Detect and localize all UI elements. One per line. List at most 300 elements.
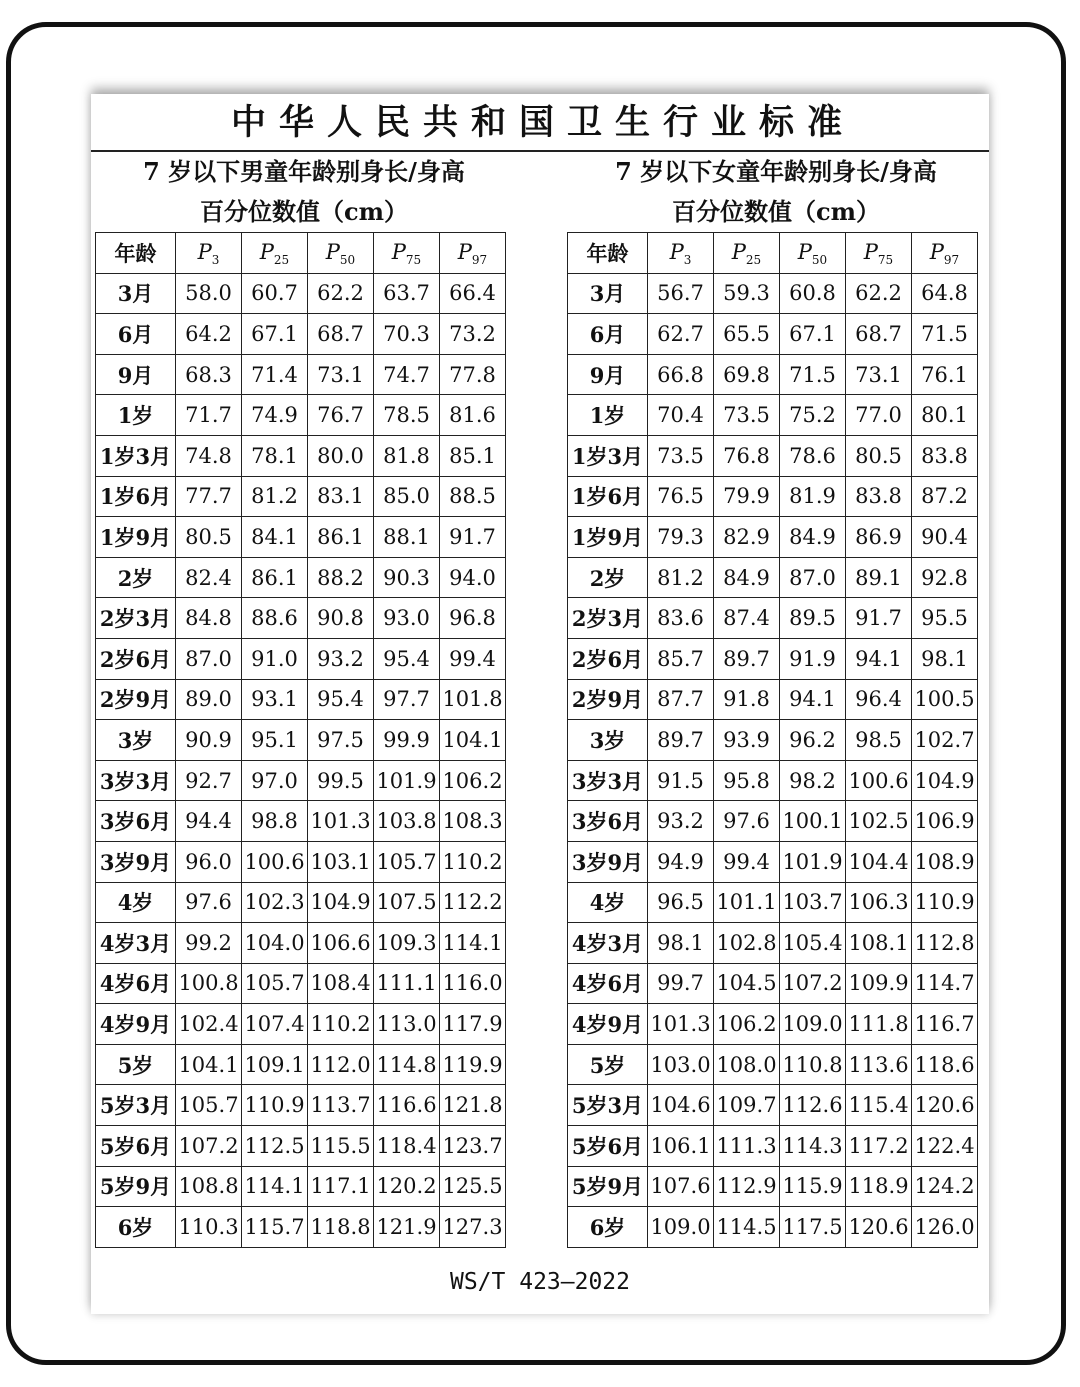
percentile-value-cell: 127.3 — [440, 1207, 506, 1248]
girls-table-title — [567, 152, 985, 232]
standard-code: WS/T 423—2022 — [449, 1269, 630, 1295]
percentile-value-cell: 96.0 — [176, 841, 242, 882]
girls-title-line1: 7 岁以下女童年龄别身长/身高 — [615, 157, 937, 186]
percentile-value-cell: 114.3 — [780, 1126, 846, 1167]
percentile-value-cell: 74.9 — [242, 395, 308, 436]
percentile-value-cell: 125.5 — [440, 1166, 506, 1207]
percentile-value-cell: 96.8 — [440, 598, 506, 639]
percentile-value-cell: 76.8 — [714, 435, 780, 476]
percentile-value-cell: 113.7 — [308, 1085, 374, 1126]
percentile-value-cell: 67.1 — [242, 314, 308, 355]
percentile-value-cell: 114.8 — [374, 1044, 440, 1085]
percentile-value-cell: 96.4 — [846, 679, 912, 720]
percentile-value-cell: 106.1 — [648, 1126, 714, 1167]
percentile-value-cell: 70.4 — [648, 395, 714, 436]
percentile-value-cell: 87.7 — [648, 679, 714, 720]
percentile-value-cell: 79.3 — [648, 517, 714, 558]
percentile-value-cell: 112.9 — [714, 1166, 780, 1207]
percentile-value-cell: 97.0 — [242, 760, 308, 801]
percentile-value-cell: 99.7 — [648, 963, 714, 1004]
percentile-value-cell: 90.8 — [308, 598, 374, 639]
age-cell: 1岁9月 — [96, 517, 176, 558]
percentile-value-cell: 66.4 — [440, 273, 506, 314]
percentile-value-cell: 121.8 — [440, 1085, 506, 1126]
percentile-value-cell: 117.1 — [308, 1166, 374, 1207]
percentile-value-cell: 112.0 — [308, 1044, 374, 1085]
percentile-value-cell: 106.2 — [714, 1004, 780, 1045]
percentile-value-cell: 106.3 — [846, 882, 912, 923]
percentile-value-cell: 114.1 — [440, 923, 506, 964]
table-row — [568, 476, 978, 517]
age-cell: 1岁9月 — [568, 517, 648, 558]
percentile-value-cell: 115.4 — [846, 1085, 912, 1126]
percentile-value-cell: 62.2 — [846, 273, 912, 314]
age-cell: 3岁6月 — [96, 801, 176, 842]
table-row — [96, 801, 506, 842]
table-row — [568, 760, 978, 801]
percentile-value-cell: 114.5 — [714, 1207, 780, 1248]
table-row — [96, 679, 506, 720]
table-row — [96, 760, 506, 801]
percentile-value-cell: 99.4 — [440, 638, 506, 679]
percentile-value-cell: 90.3 — [374, 557, 440, 598]
p97-header: $P_{97}$ — [912, 233, 978, 274]
document-title: 中华人民共和国卫生行业标准 — [230, 102, 855, 143]
percentile-value-cell: 73.2 — [440, 314, 506, 355]
age-cell: 4岁6月 — [568, 963, 648, 1004]
percentile-value-cell: 77.7 — [176, 476, 242, 517]
p3-header: $P_3$ — [648, 233, 714, 274]
percentile-value-cell: 104.4 — [846, 841, 912, 882]
table-row — [568, 1085, 978, 1126]
percentile-value-cell: 109.9 — [846, 963, 912, 1004]
standard-sheet — [91, 94, 989, 1314]
age-header: 年龄 — [96, 233, 176, 274]
table-row — [96, 841, 506, 882]
percentile-value-cell: 59.3 — [714, 273, 780, 314]
percentile-value-cell: 107.6 — [648, 1166, 714, 1207]
percentile-value-cell: 96.2 — [780, 720, 846, 761]
age-cell: 3月 — [568, 273, 648, 314]
percentile-value-cell: 78.6 — [780, 435, 846, 476]
p25-header: $P_{25}$ — [714, 233, 780, 274]
percentile-value-cell: 65.5 — [714, 314, 780, 355]
percentile-value-cell: 73.5 — [648, 435, 714, 476]
percentile-value-cell: 104.5 — [714, 963, 780, 1004]
age-cell: 2岁 — [568, 557, 648, 598]
table-row — [568, 638, 978, 679]
table-row — [96, 882, 506, 923]
table-row — [96, 1126, 506, 1167]
percentile-value-cell: 71.5 — [780, 354, 846, 395]
percentile-value-cell: 63.7 — [374, 273, 440, 314]
percentile-value-cell: 100.6 — [242, 841, 308, 882]
percentile-value-cell: 104.1 — [176, 1044, 242, 1085]
percentile-value-cell: 109.3 — [374, 923, 440, 964]
table-row — [96, 1044, 506, 1085]
age-cell: 2岁9月 — [96, 679, 176, 720]
age-cell: 3岁3月 — [96, 760, 176, 801]
percentile-value-cell: 76.7 — [308, 395, 374, 436]
table-row — [96, 1085, 506, 1126]
percentile-value-cell: 90.9 — [176, 720, 242, 761]
percentile-value-cell: 118.6 — [912, 1044, 978, 1085]
percentile-value-cell: 118.8 — [308, 1207, 374, 1248]
percentile-value-cell: 117.2 — [846, 1126, 912, 1167]
percentile-value-cell: 100.8 — [176, 963, 242, 1004]
percentile-value-cell: 76.1 — [912, 354, 978, 395]
percentile-value-cell: 68.3 — [176, 354, 242, 395]
percentile-value-cell: 94.1 — [846, 638, 912, 679]
percentile-value-cell: 112.6 — [780, 1085, 846, 1126]
age-cell: 1岁3月 — [568, 435, 648, 476]
percentile-value-cell: 99.4 — [714, 841, 780, 882]
age-cell: 4岁9月 — [568, 1004, 648, 1045]
age-cell: 1岁 — [96, 395, 176, 436]
percentile-value-cell: 91.8 — [714, 679, 780, 720]
percentile-value-cell: 83.1 — [308, 476, 374, 517]
age-cell: 5岁 — [96, 1044, 176, 1085]
percentile-value-cell: 107.2 — [176, 1126, 242, 1167]
age-cell: 4岁6月 — [96, 963, 176, 1004]
percentile-value-cell: 98.2 — [780, 760, 846, 801]
boys-title-line2: 百分位数值（cm） — [199, 197, 408, 226]
table-row — [96, 1004, 506, 1045]
table-row — [568, 598, 978, 639]
percentile-value-cell: 101.3 — [308, 801, 374, 842]
percentile-value-cell: 101.9 — [374, 760, 440, 801]
percentile-value-cell: 110.8 — [780, 1044, 846, 1085]
percentile-value-cell: 95.5 — [912, 598, 978, 639]
table-row — [568, 882, 978, 923]
percentile-value-cell: 95.4 — [308, 679, 374, 720]
percentile-value-cell: 85.0 — [374, 476, 440, 517]
age-cell: 3岁9月 — [96, 841, 176, 882]
table-row — [568, 395, 978, 436]
percentile-value-cell: 102.3 — [242, 882, 308, 923]
percentile-value-cell: 115.7 — [242, 1207, 308, 1248]
percentile-value-cell: 93.2 — [648, 801, 714, 842]
percentile-value-cell: 99.9 — [374, 720, 440, 761]
percentile-value-cell: 91.9 — [780, 638, 846, 679]
age-cell: 3月 — [96, 273, 176, 314]
age-cell: 6岁 — [96, 1207, 176, 1248]
percentile-value-cell: 120.6 — [912, 1085, 978, 1126]
table-row — [568, 273, 978, 314]
table-row — [96, 963, 506, 1004]
percentile-value-cell: 83.8 — [846, 476, 912, 517]
percentile-value-cell: 100.6 — [846, 760, 912, 801]
percentile-value-cell: 85.1 — [440, 435, 506, 476]
boys-height-table — [95, 232, 506, 1248]
percentile-value-cell: 113.0 — [374, 1004, 440, 1045]
percentile-value-cell: 98.8 — [242, 801, 308, 842]
percentile-value-cell: 98.5 — [846, 720, 912, 761]
percentile-value-cell: 118.9 — [846, 1166, 912, 1207]
girls-title-line2: 百分位数值（cm） — [671, 197, 880, 226]
percentile-value-cell: 109.0 — [648, 1207, 714, 1248]
table-row — [96, 1207, 506, 1248]
age-cell: 5岁3月 — [568, 1085, 648, 1126]
percentile-value-cell: 114.1 — [242, 1166, 308, 1207]
table-row — [96, 1166, 506, 1207]
percentile-value-cell: 95.8 — [714, 760, 780, 801]
p75-header: $P_{75}$ — [846, 233, 912, 274]
percentile-value-cell: 100.5 — [912, 679, 978, 720]
age-cell: 5岁6月 — [568, 1126, 648, 1167]
age-cell: 1岁6月 — [96, 476, 176, 517]
percentile-value-cell: 108.3 — [440, 801, 506, 842]
percentile-value-cell: 89.7 — [714, 638, 780, 679]
percentile-value-cell: 89.1 — [846, 557, 912, 598]
percentile-value-cell: 84.9 — [780, 517, 846, 558]
percentile-value-cell: 101.1 — [714, 882, 780, 923]
percentile-value-cell: 101.8 — [440, 679, 506, 720]
percentile-value-cell: 107.2 — [780, 963, 846, 1004]
percentile-value-cell: 66.8 — [648, 354, 714, 395]
percentile-value-cell: 73.1 — [308, 354, 374, 395]
table-row — [568, 801, 978, 842]
percentile-value-cell: 107.5 — [374, 882, 440, 923]
percentile-value-cell: 104.9 — [912, 760, 978, 801]
percentile-value-cell: 104.0 — [242, 923, 308, 964]
percentile-value-cell: 77.8 — [440, 354, 506, 395]
percentile-value-cell: 95.1 — [242, 720, 308, 761]
table-row — [96, 314, 506, 355]
percentile-value-cell: 88.2 — [308, 557, 374, 598]
age-cell: 6岁 — [568, 1207, 648, 1248]
age-cell: 2岁6月 — [568, 638, 648, 679]
age-cell: 3岁9月 — [568, 841, 648, 882]
percentile-value-cell: 80.5 — [176, 517, 242, 558]
age-cell: 1岁 — [568, 395, 648, 436]
percentile-value-cell: 106.9 — [912, 801, 978, 842]
percentile-value-cell: 60.8 — [780, 273, 846, 314]
percentile-value-cell: 71.4 — [242, 354, 308, 395]
percentile-value-cell: 111.3 — [714, 1126, 780, 1167]
percentile-value-cell: 119.9 — [440, 1044, 506, 1085]
percentile-value-cell: 75.2 — [780, 395, 846, 436]
p50-header: $P_{50}$ — [780, 233, 846, 274]
table-row — [568, 720, 978, 761]
age-cell: 5岁9月 — [96, 1166, 176, 1207]
boys-panel — [95, 152, 513, 1248]
age-cell: 5岁9月 — [568, 1166, 648, 1207]
percentile-value-cell: 118.4 — [374, 1126, 440, 1167]
age-cell: 5岁6月 — [96, 1126, 176, 1167]
percentile-value-cell: 103.0 — [648, 1044, 714, 1085]
percentile-value-cell: 102.8 — [714, 923, 780, 964]
table-row — [568, 1207, 978, 1248]
table-row — [568, 1126, 978, 1167]
age-cell: 6月 — [96, 314, 176, 355]
percentile-value-cell: 85.7 — [648, 638, 714, 679]
percentile-value-cell: 89.5 — [780, 598, 846, 639]
percentile-value-cell: 71.7 — [176, 395, 242, 436]
percentile-value-cell: 81.2 — [242, 476, 308, 517]
percentile-value-cell: 123.7 — [440, 1126, 506, 1167]
percentile-value-cell: 62.7 — [648, 314, 714, 355]
percentile-value-cell: 105.7 — [176, 1085, 242, 1126]
age-cell: 2岁9月 — [568, 679, 648, 720]
percentile-value-cell: 92.8 — [912, 557, 978, 598]
percentile-value-cell: 97.5 — [308, 720, 374, 761]
percentile-value-cell: 68.7 — [308, 314, 374, 355]
percentile-value-cell: 93.9 — [714, 720, 780, 761]
p75-header: $P_{75}$ — [374, 233, 440, 274]
percentile-value-cell: 106.6 — [308, 923, 374, 964]
percentile-value-cell: 89.7 — [648, 720, 714, 761]
percentile-value-cell: 110.9 — [242, 1085, 308, 1126]
percentile-value-cell: 110.2 — [440, 841, 506, 882]
percentile-value-cell: 88.6 — [242, 598, 308, 639]
table-header-row — [568, 233, 978, 274]
table-row — [568, 314, 978, 355]
percentile-value-cell: 78.1 — [242, 435, 308, 476]
table-row — [96, 273, 506, 314]
percentile-value-cell: 124.2 — [912, 1166, 978, 1207]
percentile-value-cell: 82.4 — [176, 557, 242, 598]
percentile-value-cell: 108.1 — [846, 923, 912, 964]
percentile-value-cell: 109.0 — [780, 1004, 846, 1045]
table-row — [568, 435, 978, 476]
table-row — [96, 720, 506, 761]
percentile-value-cell: 95.4 — [374, 638, 440, 679]
percentile-value-cell: 115.5 — [308, 1126, 374, 1167]
age-header: 年龄 — [568, 233, 648, 274]
percentile-value-cell: 99.2 — [176, 923, 242, 964]
percentile-value-cell: 102.4 — [176, 1004, 242, 1045]
percentile-value-cell: 80.0 — [308, 435, 374, 476]
age-cell: 4岁 — [96, 882, 176, 923]
percentile-value-cell: 106.2 — [440, 760, 506, 801]
percentile-value-cell: 76.5 — [648, 476, 714, 517]
percentile-value-cell: 109.7 — [714, 1085, 780, 1126]
percentile-value-cell: 91.5 — [648, 760, 714, 801]
age-cell: 4岁3月 — [96, 923, 176, 964]
table-row — [568, 1166, 978, 1207]
age-cell: 3岁3月 — [568, 760, 648, 801]
p97-header: $P_{97}$ — [440, 233, 506, 274]
girls-panel — [567, 152, 985, 1248]
percentile-value-cell: 98.1 — [912, 638, 978, 679]
percentile-value-cell: 101.9 — [780, 841, 846, 882]
percentile-value-cell: 87.0 — [780, 557, 846, 598]
table-row — [568, 963, 978, 1004]
age-cell: 1岁3月 — [96, 435, 176, 476]
table-row — [568, 923, 978, 964]
percentile-value-cell: 94.4 — [176, 801, 242, 842]
table-row — [96, 354, 506, 395]
age-cell: 3岁6月 — [568, 801, 648, 842]
percentile-value-cell: 77.0 — [846, 395, 912, 436]
table-row — [96, 476, 506, 517]
percentile-value-cell: 103.7 — [780, 882, 846, 923]
percentile-value-cell: 99.5 — [308, 760, 374, 801]
age-cell: 6月 — [568, 314, 648, 355]
percentile-value-cell: 87.0 — [176, 638, 242, 679]
percentile-value-cell: 98.1 — [648, 923, 714, 964]
percentile-value-cell: 94.9 — [648, 841, 714, 882]
age-cell: 4岁9月 — [96, 1004, 176, 1045]
table-row — [568, 557, 978, 598]
age-cell: 3岁 — [96, 720, 176, 761]
percentile-value-cell: 97.6 — [176, 882, 242, 923]
percentile-value-cell: 103.8 — [374, 801, 440, 842]
percentile-value-cell: 56.7 — [648, 273, 714, 314]
percentile-value-cell: 58.0 — [176, 273, 242, 314]
table-row — [568, 841, 978, 882]
percentile-value-cell: 108.4 — [308, 963, 374, 1004]
percentile-value-cell: 80.1 — [912, 395, 978, 436]
percentile-value-cell: 86.1 — [242, 557, 308, 598]
percentile-value-cell: 80.5 — [846, 435, 912, 476]
percentile-value-cell: 93.1 — [242, 679, 308, 720]
boys-table-title — [95, 152, 513, 232]
percentile-value-cell: 111.8 — [846, 1004, 912, 1045]
percentile-value-cell: 78.5 — [374, 395, 440, 436]
percentile-value-cell: 89.0 — [176, 679, 242, 720]
percentile-value-cell: 67.1 — [780, 314, 846, 355]
age-cell: 4岁 — [568, 882, 648, 923]
age-cell: 3岁 — [568, 720, 648, 761]
percentile-value-cell: 116.6 — [374, 1085, 440, 1126]
percentile-value-cell: 79.9 — [714, 476, 780, 517]
percentile-value-cell: 110.3 — [176, 1207, 242, 1248]
percentile-value-cell: 110.2 — [308, 1004, 374, 1045]
percentile-value-cell: 81.9 — [780, 476, 846, 517]
percentile-value-cell: 88.5 — [440, 476, 506, 517]
percentile-value-cell: 90.4 — [912, 517, 978, 558]
percentile-value-cell: 97.6 — [714, 801, 780, 842]
table-row — [568, 517, 978, 558]
boys-title-line1: 7 岁以下男童年龄别身长/身高 — [143, 157, 465, 186]
p50-header: $P_{50}$ — [308, 233, 374, 274]
table-row — [96, 638, 506, 679]
p25-header: $P_{25}$ — [242, 233, 308, 274]
percentile-value-cell: 117.9 — [440, 1004, 506, 1045]
percentile-value-cell: 86.1 — [308, 517, 374, 558]
percentile-value-cell: 84.8 — [176, 598, 242, 639]
percentile-value-cell: 81.2 — [648, 557, 714, 598]
percentile-value-cell: 122.4 — [912, 1126, 978, 1167]
age-cell: 5岁 — [568, 1044, 648, 1085]
table-header-row — [96, 233, 506, 274]
percentile-value-cell: 108.0 — [714, 1044, 780, 1085]
percentile-value-cell: 70.3 — [374, 314, 440, 355]
percentile-value-cell: 104.9 — [308, 882, 374, 923]
girls-height-table — [567, 232, 978, 1248]
age-cell: 2岁3月 — [96, 598, 176, 639]
table-row — [96, 517, 506, 558]
percentile-value-cell: 92.7 — [176, 760, 242, 801]
percentile-value-cell: 116.7 — [912, 1004, 978, 1045]
percentile-value-cell: 120.6 — [846, 1207, 912, 1248]
percentile-value-cell: 126.0 — [912, 1207, 978, 1248]
percentile-value-cell: 86.9 — [846, 517, 912, 558]
percentile-value-cell: 104.6 — [648, 1085, 714, 1126]
table-row — [568, 679, 978, 720]
age-cell: 2岁6月 — [96, 638, 176, 679]
table-row — [96, 557, 506, 598]
percentile-value-cell: 64.2 — [176, 314, 242, 355]
percentile-value-cell: 84.9 — [714, 557, 780, 598]
table-row — [96, 435, 506, 476]
percentile-value-cell: 120.2 — [374, 1166, 440, 1207]
percentile-value-cell: 109.1 — [242, 1044, 308, 1085]
percentile-value-cell: 94.0 — [440, 557, 506, 598]
percentile-value-cell: 87.4 — [714, 598, 780, 639]
